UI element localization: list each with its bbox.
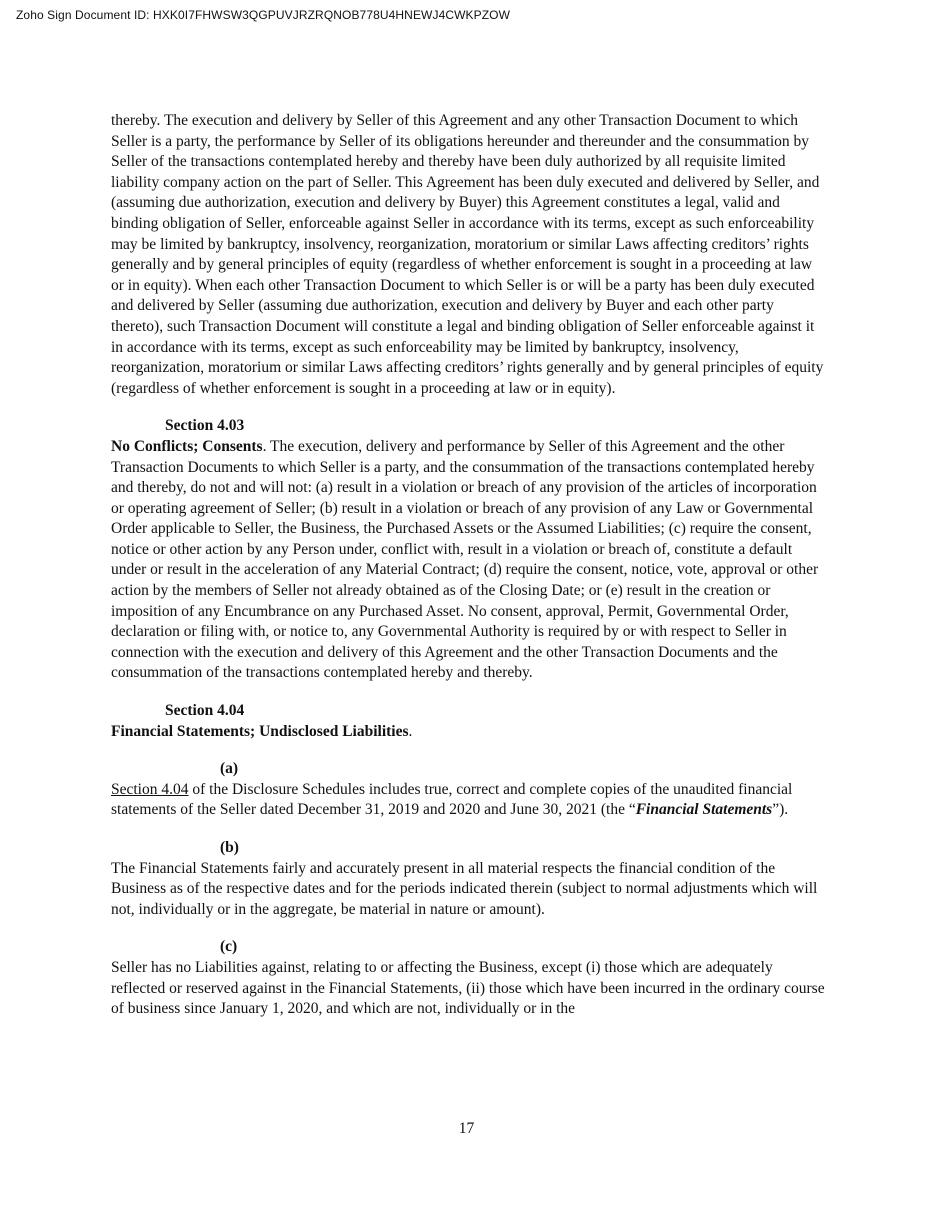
subsection-a-defined-term: Financial Statements [635, 801, 773, 819]
subsection-b-paragraph: The Financial Statements fairly and accurately present in all material respects the financial condition of the Business as of the respective dates and for the periods indicated therein (subject to normal adjustments which will not, individually or in the aggregate, be material in nature or amount). [111, 859, 818, 918]
document-body [111, 111, 827, 1020]
subsection-c-paragraph: Seller has no Liabilities against, relating to or affecting the Business, except (i) those which are adequately reflected or reserved against in the Financial Statements, (ii) those which have been incurred in the ordinary course of business since January 1, 2020, and which are not, individually or in the [111, 958, 825, 1018]
section-4-03-heading-punct: . [262, 437, 267, 455]
subsection-a-text-2: ”). [772, 801, 789, 819]
section-4-03-heading: No Conflicts; Consents [111, 437, 263, 455]
document-id-header: Zoho Sign Document ID: HXK0I7FHWSW3QGPUVJRZRQNOB778U4HNEWJ4CWKPZOW [16, 8, 511, 22]
section-4-04-heading: Financial Statements; Undisclosed Liabilities [111, 722, 409, 740]
section-4-03-body: The execution, delivery and performance by Seller of this Agreement and the other Transaction Documents to which Seller is a party, and the consummation of the transactions contemplated hereby and thereby, do not and will not: (a) result in a violation or breach of any provision of the articles of incorporation or operating agreement of Seller; (b) result in a violation or breach of any provision of any Law or Governmental Order applicable to Seller, the Business, the Purchased Assets or the Assumed Liabilities; (c) require the consent, notice or other action by any Person under, conflict with, result in a violation or breach of, constitute a default under or result in the acceleration of any Material Contract; (d) require the consent, notice, vote, approval or other action by the members of Seller not already obtained as of the Closing Date; or (e) result in the creation or imposition of any Encumbrance on any Purchased Asset. No consent, approval, Permit, Governmental Order, declaration or filing with, or notice to, any Governmental Authority is required by or with respect to Seller in connection with the execution and delivery of this Agreement and the other Transaction Documents and the consummation of the transactions contemplated hereby and thereby. [111, 437, 819, 682]
section-4-04-number: Section 4.04 [165, 702, 245, 720]
section-4-04-heading-punct: . [408, 722, 413, 740]
subsection-a-paragraph [111, 780, 827, 821]
page-number: 17 [458, 1120, 475, 1137]
subsection-a-label: (a) [220, 760, 239, 778]
section-4-03-number: Section 4.03 [165, 417, 245, 435]
subsection-b-label: (b) [220, 839, 239, 856]
subsection-a-section-ref: Section 4.04 [111, 780, 189, 798]
subsection-c-label: (c) [220, 938, 238, 956]
subsection-a-text-1: of the Disclosure Schedules includes true, correct and complete copies of the unaudited financial statements of the Seller dated December 31, 2019 and 2020 and June 30, 2021 (the “ [111, 780, 793, 819]
section-4-04-heading-line [111, 722, 827, 743]
continuation-paragraph: thereby. The execution and delivery by Seller of this Agreement and any other Transaction Document to which Seller is a party, the performance by Seller of its obligations hereunder and thereunder and the consummation by Seller of the transactions contemplated hereby and thereby have been duly authorized by all requisite limited liability company action on the part of Seller. This Agreement has been duly executed and delivered by Seller, and (assuming due authorization, execution and delivery by Buyer) this Agreement constitutes a legal, valid and binding obligation of Seller, enforceable against Seller in accordance with its terms, except as such enforceability may be limited by bankruptcy, insolvency, reorganization, moratorium or similar Laws affecting creditors’ rights generally and by general principles of equity (regardless of whether enforcement is sought in a proceeding at law or in equity). When each other Transaction Document to which Seller is or will be a party has been duly executed and delivered by Seller (assuming due authorization, execution and delivery by Buyer and each other party thereto), such Transaction Document will constitute a legal and binding obligation of Seller enforceable against it in accordance with its terms, except as such enforceability may be limited by bankruptcy, insolvency, reorganization, moratorium or similar Laws affecting creditors’ rights generally and by general principles of equity (regardless of whether enforcement is sought in a proceeding at law or in equity). [111, 112, 824, 397]
section-4-03-paragraph [111, 437, 827, 684]
